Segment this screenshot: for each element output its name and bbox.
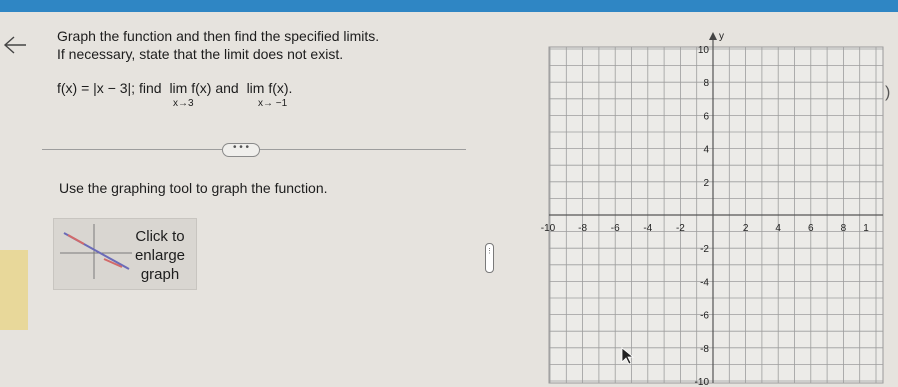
limit-2-text: lim f(x). [246, 80, 293, 96]
enlarge-label-line-2: enlarge [134, 247, 186, 264]
x-tick-label: -8 [578, 223, 588, 234]
x-tick-label: 4 [775, 223, 781, 234]
y-tick-label: 4 [703, 144, 709, 156]
y-tick-label: -6 [700, 310, 709, 322]
enlarge-label-line-3: graph [140, 266, 180, 283]
function-text: f(x) = |x − 3|; find [57, 80, 162, 96]
y-tick-label: 6 [703, 111, 709, 123]
limit-1-text: lim f(x) and [169, 80, 239, 96]
limit-2-subscript: x→ −1 [258, 98, 288, 109]
x-tick-label: 6 [808, 223, 814, 234]
enlarge-label-line-1: Click to [135, 228, 185, 245]
y-tick-label: 8 [703, 78, 709, 90]
panel-resize-handle[interactable]: ⋮ [485, 243, 494, 273]
x-tick-label: -10 [540, 223, 556, 234]
mouse-pointer-icon [621, 347, 635, 365]
tool-instruction: Use the graphing tool to graph the function. [59, 180, 328, 196]
instruction-line-1: Graph the function and then find the specified limits. [57, 28, 380, 44]
instruction-line-2: If necessary, state that the limit does not exist. [57, 46, 344, 62]
y-axis-arrow-icon [709, 32, 717, 40]
y-tick-label: -8 [700, 343, 709, 355]
y-tick-label: -4 [700, 277, 709, 289]
x-tick-label: -4 [643, 223, 653, 234]
x-tick-label: -6 [610, 223, 620, 234]
x-tick-label: -2 [675, 223, 685, 234]
expand-button[interactable]: • • • [222, 143, 260, 157]
panel-edge-glyph: ) [885, 84, 891, 101]
x-tick-label: 8 [840, 223, 847, 234]
y-axis-label: y [719, 31, 724, 42]
x-tick-label: 1 [863, 223, 869, 234]
limit-1-subscript: x→3 [173, 98, 194, 109]
y-tick-label: 10 [697, 45, 709, 56]
y-tick-label: 2 [703, 177, 709, 189]
y-tick-label: -10 [694, 377, 709, 387]
y-tick-label: -2 [700, 244, 709, 256]
x-tick-label: 2 [742, 223, 749, 234]
